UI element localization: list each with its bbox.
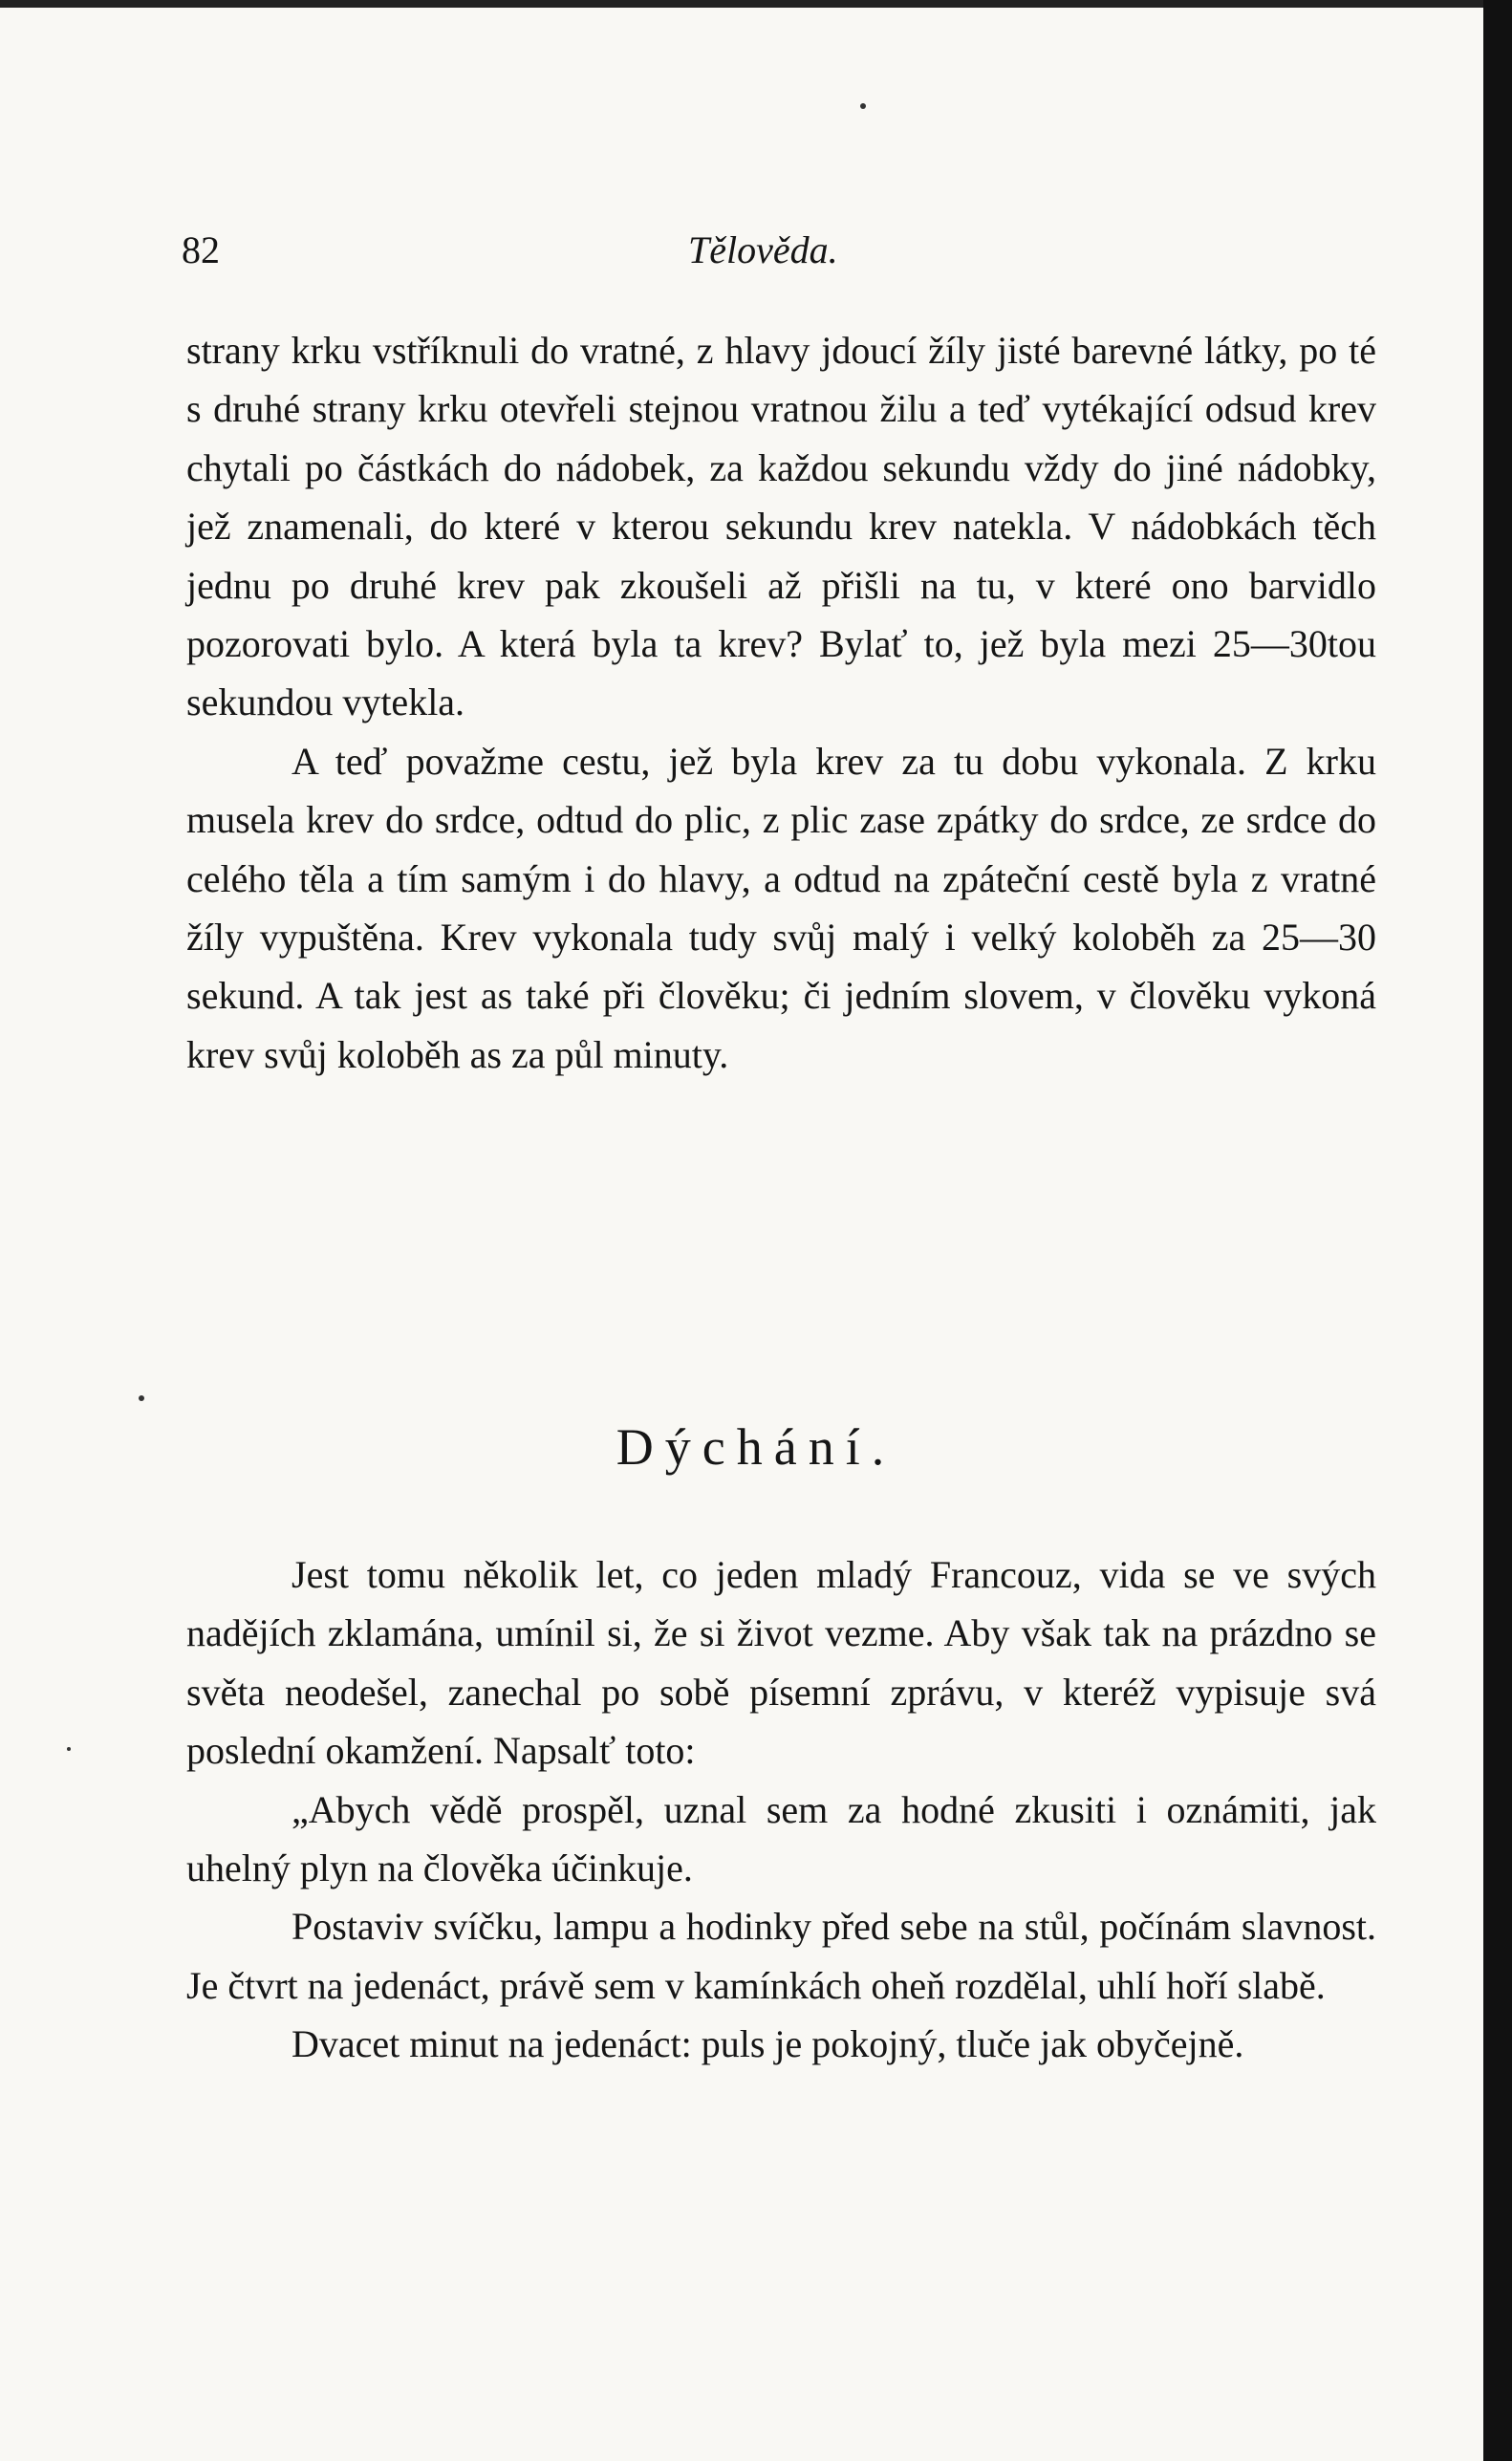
page-header xyxy=(182,227,1376,285)
scan-speck xyxy=(139,1395,144,1401)
running-title: Tělověda. xyxy=(688,228,838,271)
paragraph: „Abych vědě prospěl, uznal sem za hodné zkusiti i oznámiti, jak uhelný plyn na člověka účinkuje. xyxy=(186,1787,1376,1890)
paragraph: strany krku vstříknuli do vratné, z hlavy jdoucí žíly jisté barevné látky, po té s druhé strany krku otevřeli stejnou vratnou žilu a teď vytékající odsud krev chytali po částkách do nádobek, za každou sekundu vždy do jiné nádobky, jež znamenali, do které v kterou sekundu krev natekla. V nádobkách těch jednu po druhé krev pak zkoušeli až přišli na tu, v které ono barvidlo pozorovati bylo. A která byla ta krev? Bylať to, jež byla mezi 25—30tou sekundou vytekla. xyxy=(186,329,1376,724)
scan-speck xyxy=(67,1747,71,1751)
page-number: 82 xyxy=(182,228,220,271)
scan-speck xyxy=(860,103,866,109)
paragraph: Postaviv svíčku, lampu a hodinky před sebe na stůl, počínám slavnost. Je čtvrt na jedenáct, právě sem v kamínkách oheň rozdělal, uhlí hoří slabě. xyxy=(186,1905,1376,2007)
text-block-lower xyxy=(186,1545,1376,2074)
paragraph: A teď považme cestu, jež byla krev za tu dobu vykonala. Z krku musela krev do srdce, odtud do plic, z plic zase zpátky do srdce, ze srdce do celého těla a tím samým i do hlavy, a odtud na zpáteční cestě byla z vratné žíly vypuštěna. Krev vykonala tudy svůj malý i velký koloběh za 25—30 sekund. A tak jest as také při člověku; či jedním slovem, v člověku vykoná krev svůj koloběh as za půl minuty. xyxy=(186,739,1376,1076)
paragraph: Jest tomu několik let, co jeden mladý Francouz, vida se ve svých nadějích zklamána, umínil si, že si život vezme. Aby však tak na prázdno se světa neodešel, zanechal po sobě písemní zprávu, v kteréž vypisuje svá poslední okamžení. Napsalť toto: xyxy=(186,1553,1376,1773)
section-heading: Dýchání. xyxy=(616,1418,896,1476)
scan-edge-top xyxy=(0,0,1512,8)
text-block-upper xyxy=(186,321,1376,1084)
scan-edge-right xyxy=(1483,0,1512,2461)
paragraph: Dvacet minut na jedenáct: puls je pokojný, tluče jak obyčejně. xyxy=(292,2022,1244,2066)
